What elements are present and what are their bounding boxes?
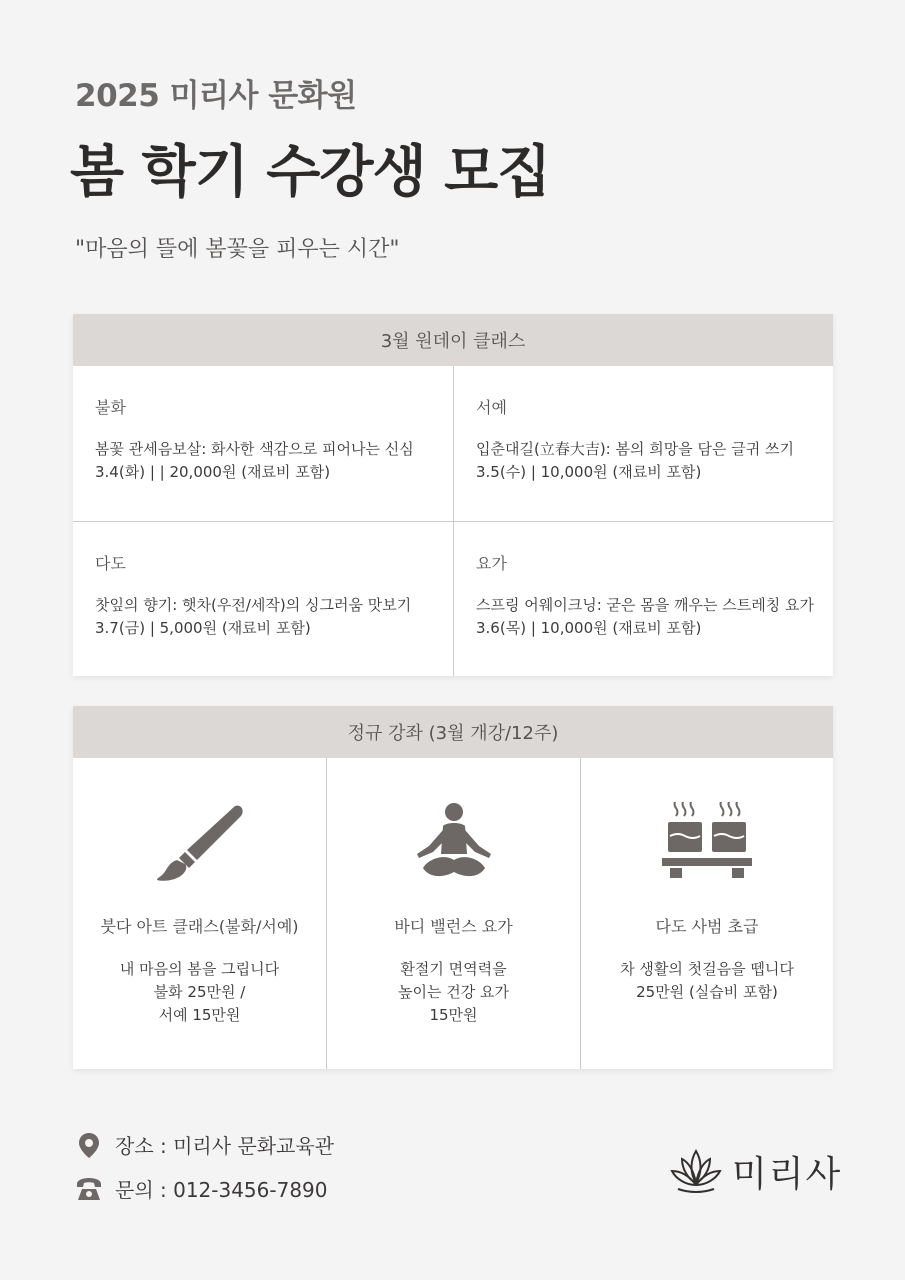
- brush-icon: [155, 802, 245, 884]
- course-desc-line: 15만원: [429, 1006, 478, 1024]
- temple-logo: [668, 1145, 842, 1197]
- course-desc-line: 서예 15만원: [158, 1006, 241, 1024]
- page-title: 봄 학기 수강생 모집: [70, 140, 551, 205]
- contact-info: [75, 1174, 328, 1203]
- meditation-icon: [409, 802, 499, 884]
- location-text: 장소 : 미리사 문화교육관: [115, 1134, 335, 1158]
- regular-course-item: [73, 758, 326, 1069]
- slogan: "마음의 뜰에 봄꽃을 피우는 시간": [75, 237, 400, 262]
- course-description: [73, 958, 326, 1027]
- class-description: 찻잎의 향기: 햇차(우전/세작)의 싱그러움 맛보기: [95, 596, 412, 614]
- telephone-icon: [75, 1175, 103, 1203]
- course-desc-line: 25만원 (실습비 포함): [636, 983, 778, 1001]
- oneday-class-item: [73, 366, 453, 521]
- contact-text: 문의 : 012-3456-7890: [115, 1178, 328, 1202]
- regular-course-section: [73, 706, 833, 1069]
- location-pin-icon: [75, 1131, 103, 1159]
- oneday-class-item: [73, 521, 453, 676]
- course-name: 붓다 아트 클래스(불화/서예): [100, 917, 299, 936]
- class-name: 불화: [95, 398, 126, 417]
- course-desc-line: 높이는 건강 요가: [398, 983, 509, 1001]
- logo-text: 미리사: [732, 1153, 843, 1195]
- lotus-icon: [668, 1145, 724, 1197]
- oneday-class-section: [73, 314, 833, 676]
- course-desc-line: 차 생활의 첫걸음을 뗍니다: [620, 960, 794, 978]
- class-description: 봄꽃 관세음보살: 화사한 색감으로 피어나는 신심: [95, 440, 414, 458]
- tea-cups-icon: [662, 802, 752, 884]
- course-name: 바디 밸런스 요가: [394, 917, 513, 936]
- course-description: [327, 958, 580, 1027]
- class-schedule: 3.5(수) | 10,000원 (재료비 포함): [476, 463, 702, 481]
- event-subtitle: 2025 미리사 문화원: [75, 78, 357, 114]
- class-schedule: 3.7(금) | 5,000원 (재료비 포함): [95, 619, 311, 637]
- class-schedule: 3.4(화) | | 20,000원 (재료비 포함): [95, 463, 331, 481]
- regular-course-item: [326, 758, 580, 1069]
- regular-course-item: [580, 758, 833, 1069]
- class-name: 요가: [476, 554, 507, 573]
- course-name: 다도 사범 초급: [655, 917, 759, 936]
- oneday-class-item: [453, 366, 833, 521]
- location-info: [75, 1130, 334, 1159]
- regular-section-heading: 정규 강좌 (3월 개강/12주): [73, 706, 833, 758]
- class-schedule: 3.6(목) | 10,000원 (재료비 포함): [476, 619, 702, 637]
- class-name: 다도: [95, 554, 126, 573]
- course-description: [581, 958, 833, 1004]
- course-desc-line: 환절기 면역력을: [400, 960, 507, 978]
- class-description: 스프링 어웨이크닝: 굳은 몸을 깨우는 스트레칭 요가: [476, 596, 814, 614]
- course-desc-line: 불화 25만원 /: [153, 983, 246, 1001]
- class-name: 서예: [476, 398, 507, 417]
- oneday-class-item: [453, 521, 833, 676]
- class-description: 입춘대길(立春大吉): 봄의 희망을 담은 글귀 쓰기: [476, 440, 794, 458]
- course-desc-line: 내 마음의 봄을 그립니다: [119, 960, 280, 978]
- oneday-section-heading: 3월 원데이 클래스: [73, 314, 833, 366]
